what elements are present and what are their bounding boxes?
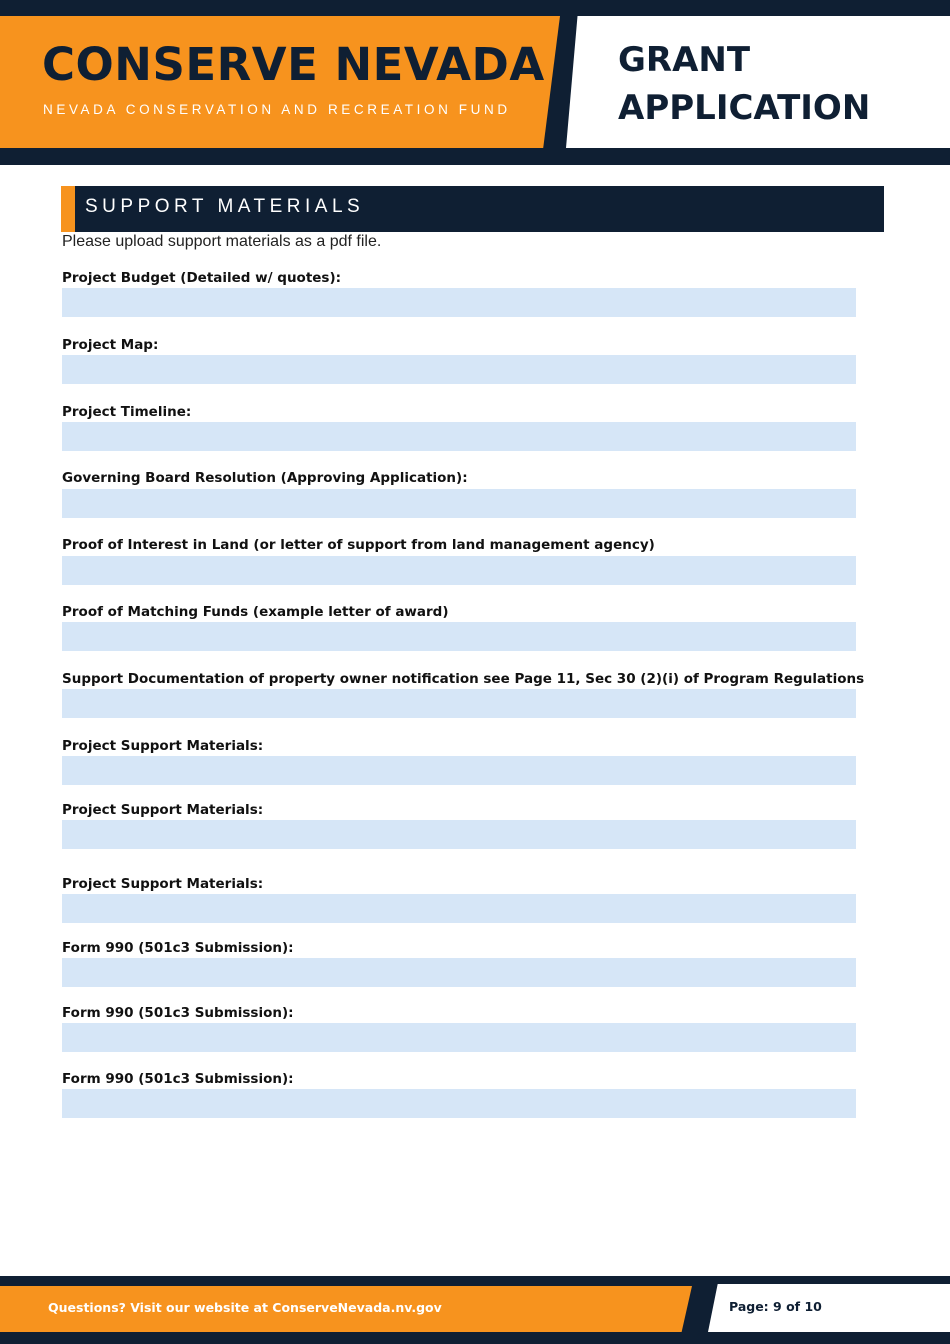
field-label-owner-notification: Support Documentation of property owner notification see Page 11, Sec 30 (2)(i) of Program Regulations [62,671,865,687]
field-label-form-990-3: Form 990 (501c3 Submission): [62,1071,294,1087]
project-budget-upload-field[interactable] [62,288,856,317]
document-title [618,36,938,132]
section-intro: Please upload support materials as a pdf file. [62,233,382,250]
owner-notification-upload-field[interactable] [62,689,856,718]
field-label-proof-of-interest: Proof of Interest in Land (or letter of support from land management agency) [62,537,655,553]
project-timeline-upload-field[interactable] [62,422,856,451]
footer-question: Questions? Visit our website at [48,1300,273,1315]
field-label-support-materials-1: Project Support Materials: [62,738,264,754]
document-title-line1: GRANT [618,40,751,80]
field-label-board-resolution: Governing Board Resolution (Approving Application): [62,470,468,486]
support-materials-upload-field-2[interactable] [62,820,856,849]
field-label-support-materials-2: Project Support Materials: [62,802,264,818]
field-label-project-budget: Project Budget (Detailed w/ quotes): [62,270,342,286]
proof-of-interest-upload-field[interactable] [62,556,856,585]
form-990-upload-field-3[interactable] [62,1089,856,1118]
footer-contact-text [48,1300,442,1315]
support-materials-upload-field-3[interactable] [62,894,856,923]
field-label-matching-funds: Proof of Matching Funds (example letter of award) [62,604,449,620]
website-link[interactable]: ConserveNevada.nv.gov [272,1300,442,1315]
matching-funds-upload-field[interactable] [62,622,856,651]
document-title-line2: APPLICATION [618,88,871,128]
page-number: Page: 9 of 10 [729,1299,822,1314]
field-label-form-990-1: Form 990 (501c3 Submission): [62,940,294,956]
board-resolution-upload-field[interactable] [62,489,856,518]
support-materials-upload-field-1[interactable] [62,756,856,785]
form-990-upload-field-1[interactable] [62,958,856,987]
project-map-upload-field[interactable] [62,355,856,384]
section-accent [61,186,75,232]
field-label-project-timeline: Project Timeline: [62,404,192,420]
section-title: SUPPORT MATERIALS [85,196,365,217]
field-label-form-990-2: Form 990 (501c3 Submission): [62,1005,294,1021]
brand-subtitle: NEVADA CONSERVATION AND RECREATION FUND [43,102,511,117]
brand-title: CONSERVE NEVADA [42,38,545,91]
form-990-upload-field-2[interactable] [62,1023,856,1052]
field-label-support-materials-3: Project Support Materials: [62,876,264,892]
field-label-project-map: Project Map: [62,337,159,353]
